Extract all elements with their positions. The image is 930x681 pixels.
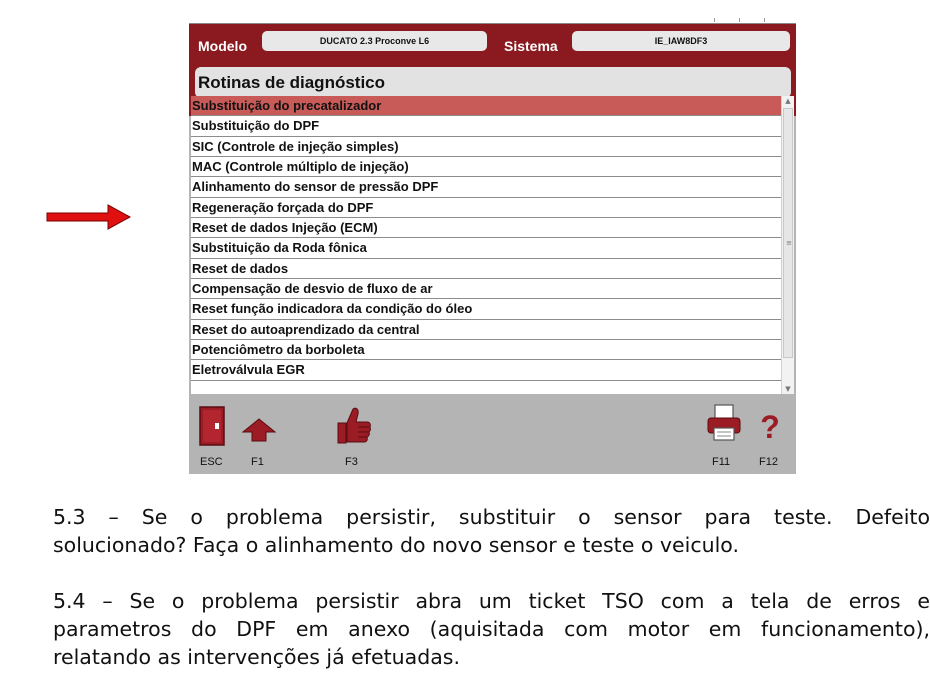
paragraph-5-4-line-2: parametros do DPF em anexo (aquisitada com motor em funcionamento), [53,617,930,641]
f3-button[interactable] [334,406,372,450]
paragraph-5-4 [53,587,930,671]
routine-item[interactable]: Compensação de desvio de fluxo de ar [191,279,781,299]
f1-button[interactable] [242,418,276,446]
panel-title [195,67,791,98]
panel-title-text: Rotinas de diagnóstico [198,72,386,92]
printer-icon [706,404,742,442]
esc-button[interactable] [198,406,226,450]
scroll-down-icon[interactable]: ▼ [785,385,791,393]
f1-label: F1 [251,456,264,468]
routine-item[interactable]: SIC (Controle de injeção simples) [191,137,781,157]
paragraph-5-4-line-1: 5.4 – Se o problema persistir abra um ticket TSO com a tela de erros e [53,589,930,613]
paragraph-5-3-line-1: 5.3 – Se o problema persistir, substituir o sensor para teste. Defeito [53,505,930,529]
f11-label: F11 [712,456,731,468]
f3-label: F3 [345,456,358,468]
paragraph-5-3-line-2: solucionado? Faça o alinhamento do novo sensor e teste o veiculo. [53,533,740,557]
modelo-field: DUCATO 2.3 Proconve L6 [262,31,487,51]
routine-item[interactable]: Potenciômetro da borboleta [191,340,781,360]
arrow-up-icon [242,418,276,442]
routine-item[interactable]: Reset função indicadora da condição do óleo [191,299,781,319]
list-scrollbar[interactable] [781,96,794,394]
sistema-field: IE_IAW8DF3 [572,31,790,51]
routine-item[interactable]: MAC (Controle múltiplo de injeção) [191,157,781,177]
thumbs-up-icon [334,406,372,446]
routine-item[interactable]: Eletroválvula EGR [191,360,781,380]
routine-item[interactable]: Regeneração forçada do DPF [191,198,781,218]
routine-item[interactable]: Substituição do precatalizador [191,96,781,116]
routine-item[interactable]: Reset de dados [191,259,781,279]
modelo-label: Modelo [198,38,247,54]
routine-item[interactable]: Reset de dados Injeção (ECM) [191,218,781,238]
paragraph-5-3 [53,503,930,559]
diagnostic-app-window [189,18,796,474]
f11-button[interactable] [706,404,742,446]
sistema-label: Sistema [504,38,558,54]
routine-list [191,96,781,394]
help-icon[interactable]: ? [760,409,780,445]
routine-item[interactable]: Reset do autoaprendizado da central [191,320,781,340]
paragraph-5-4-line-3: relatando as intervenções já efetuadas. [53,645,460,669]
routine-item[interactable]: Substituição da Roda fônica [191,238,781,258]
exit-door-icon [198,406,226,446]
scroll-up-icon[interactable]: ▲ [785,97,791,105]
routine-item[interactable]: Alinhamento do sensor de pressão DPF [191,177,781,197]
esc-label: ESC [200,456,223,468]
function-toolbar [189,394,796,474]
scroll-thumb[interactable]: ≡ [783,108,793,358]
red-arrow-icon [46,204,131,230]
routine-item[interactable]: Substituição do DPF [191,116,781,136]
f12-label: F12 [759,456,778,468]
